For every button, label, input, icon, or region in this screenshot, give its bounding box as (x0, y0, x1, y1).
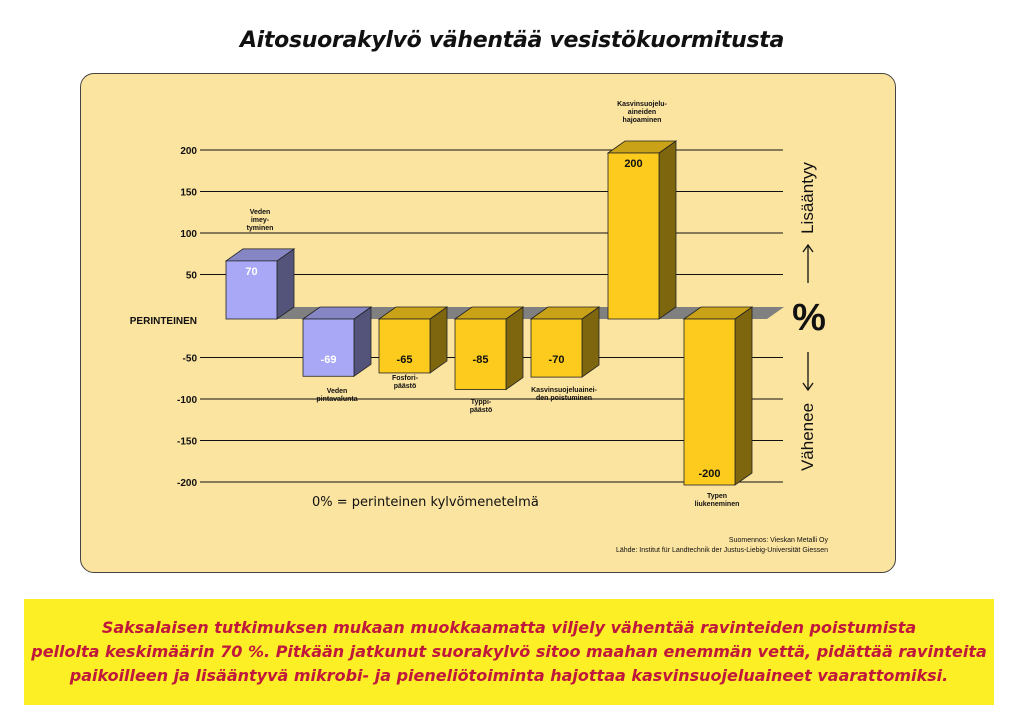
percent-label: % (792, 297, 826, 339)
note-line-1: Saksalaisen tutkimuksen mukaan muokkaamatta viljely vähentää ravinteiden poistumista (101, 618, 917, 637)
bar-value-label: -69 (320, 354, 337, 366)
category-label: Kasvinsuojelu-aineiden hajoaminen (617, 101, 667, 124)
y-tick-label: 100 (180, 229, 197, 240)
bar-value-label: -85 (472, 354, 489, 366)
category-label: Typpi-päästö (469, 399, 493, 414)
bar (379, 307, 447, 373)
credit-line-2: Lähde: Institut für Landtechnik der Justus-Liebig-Universität Giessen (615, 547, 828, 554)
category-label: Veden imey-tyminen (246, 209, 274, 232)
down-label: Vähenee (798, 402, 817, 472)
bar-front (608, 153, 659, 319)
bar (684, 307, 752, 485)
bar-front (303, 319, 354, 376)
y-tick-label: 200 (180, 146, 197, 157)
bar (531, 307, 599, 377)
bar-side (506, 307, 523, 390)
bar (455, 307, 523, 390)
bar-front (684, 319, 735, 485)
note-line-2: pellolta keskimäärin 70 %. Pitkään jatkunut suorakylvö sitoo maahan enemmän vettä, pidättää ravinteita (31, 642, 987, 661)
y-tick-label: -150 (176, 436, 197, 448)
down-arrow-icon (803, 352, 813, 390)
summary-note (24, 599, 994, 705)
bar-value-label: 200 (624, 158, 643, 170)
bar (608, 141, 676, 319)
note-line-3: paikoilleen ja lisääntyvä mikrobi- ja pieneliötoiminta hajottaa kasvinsuojeluaineet vaarattomiksi. (69, 666, 949, 685)
y-tick-label: 150 (180, 187, 197, 199)
category-label: Kasvinsuojeluainei-den poistuminen (531, 387, 597, 402)
bar-side (735, 307, 752, 485)
credit-line-1: Suomennos: Vieskan Metalli Oy (728, 537, 828, 544)
y-tick-label: -200 (176, 478, 197, 489)
baseline-label: PERINTEINEN (129, 316, 197, 327)
bar-side (659, 141, 676, 319)
bar-value-label: -65 (396, 354, 413, 366)
y-tick-label: -100 (176, 395, 197, 406)
bar-value-label: -70 (548, 354, 565, 366)
y-tick-label: -50 (182, 353, 197, 365)
chart-title: Aitosuorakylvö vähentää vesistökuormitusta (239, 28, 785, 53)
bar (226, 249, 294, 319)
bar-value-label: 70 (245, 265, 258, 278)
category-label: Typen liukeneminen (694, 493, 740, 508)
y-tick-label: 50 (185, 270, 197, 282)
category-label: Veden pintavalunta (316, 388, 358, 403)
category-label: Fosfori-päästö (391, 375, 419, 390)
bar-value-label: -200 (698, 468, 721, 480)
footnote: 0% = perinteinen kylvömenetelmä (312, 495, 539, 510)
bar-front (531, 319, 582, 377)
bar (303, 307, 371, 376)
up-arrow-icon (803, 245, 813, 283)
up-label: Lisääntyy (798, 162, 817, 234)
